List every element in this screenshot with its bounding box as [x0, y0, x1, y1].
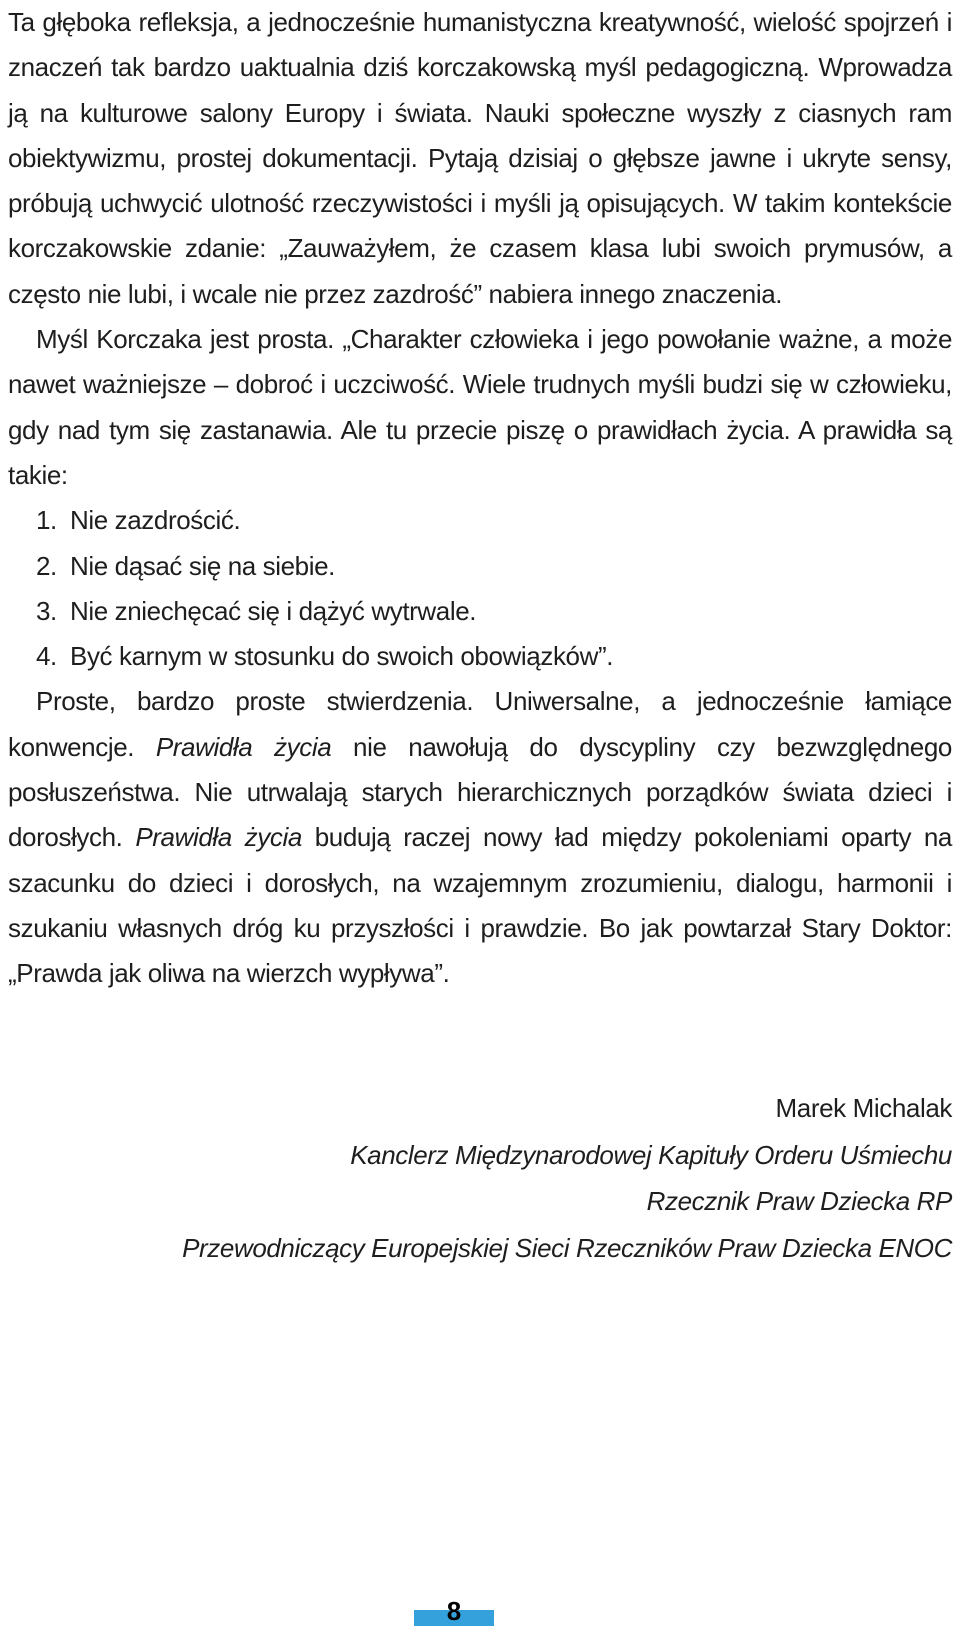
paragraph-3-part-a: Proste, bardzo proste stwierdzenia. Uniwersalne, a jednocześnie łamiące konwencje.: [8, 686, 952, 762]
list-item-number: 4.: [36, 641, 57, 672]
rules-list: [8, 498, 952, 679]
signature-role-2: Rzecznik Praw Dziecka RP: [646, 1186, 952, 1216]
paragraph-3: [8, 679, 952, 996]
signature-block: [52, 1085, 952, 1271]
list-item-text: Nie dąsać się na siebie.: [70, 550, 335, 581]
page-number-digit: 8: [446, 1596, 462, 1626]
italic-title-prawidla-zycia: Prawidła życia: [155, 731, 332, 762]
list-item-number: 2.: [36, 550, 57, 581]
list-item-number: 3.: [36, 595, 57, 626]
signature-name: Marek Michalak: [775, 1093, 952, 1123]
list-item: [8, 634, 952, 679]
list-item-text: Być karnym w stosunku do swoich obowiązków”.: [70, 641, 614, 672]
signature-role-1: Kanclerz Międzynarodowej Kapituły Orderu Uśmiechu: [350, 1139, 952, 1170]
paragraph-3-part-c: nie nawołują do dyscypliny czy bezwzględnego posłuszeństwa. Nie utrwalają starych hierarchicznych porządków świata dzieci i dorosłych.: [8, 731, 952, 853]
italic-title-prawidla-zycia: Prawidła życia: [135, 822, 302, 853]
list-item-number: 1.: [36, 505, 57, 536]
paragraph-2: Myśl Korczaka jest prosta. „Charakter człowieka i jego powołanie ważne, a może nawet ważniejsze – dobroć i uczciwość. Wiele trudnych myśli budzi się w człowieku, gdy nad tym się zastanawia. Ale tu przecie piszę o prawidłach życia. A prawidła są takie:: [8, 324, 952, 490]
list-item-text: Nie zniechęcać się i dążyć wytrwale.: [70, 595, 477, 626]
list-item: [8, 498, 952, 543]
paragraph-1: Ta głęboka refleksja, a jednocześnie humanistyczna kreatywność, wielość spojrzeń i znaczeń tak bardzo uaktualnia dziś korczakowską myśl pedagogiczną. Wprowadza ją na kulturowe salony Europy i świata. Nauki społeczne wyszły z ciasnych ram obiektywizmu, prostej dokumentacji. Pytają dzisiaj o głębsze jawne i ukryte sensy, próbują uchwycić ulotność rzeczywistości i myśli ją opisujących. W takim kontekście korczakowskie zdanie: „Zauważyłem, że czasem klasa lubi swoich prymusów, a często nie lubi, i wcale nie przez zazdrość” nabiera innego znaczenia.: [8, 7, 952, 309]
list-item: [8, 544, 952, 589]
signature-role-3: Przewodniczący Europejskiej Sieci Rzeczników Praw Dziecka ENOC: [182, 1232, 952, 1263]
list-item-text: Nie zazdrościć.: [70, 505, 241, 536]
page-number: [414, 1598, 494, 1624]
list-item: [8, 589, 952, 634]
body-text: [8, 0, 952, 997]
paragraph-3-part-e: budują raczej nowy ład między pokoleniami oparty na szacunku do dzieci i dorosłych, na wzajemnym zrozumieniu, dialogu, harmonii i szukaniu własnych dróg ku przyszłości i prawdzie. Bo jak powtarzał Stary Doktor: „Prawda jak oliwa na wierzch wypływa”.: [8, 822, 952, 989]
